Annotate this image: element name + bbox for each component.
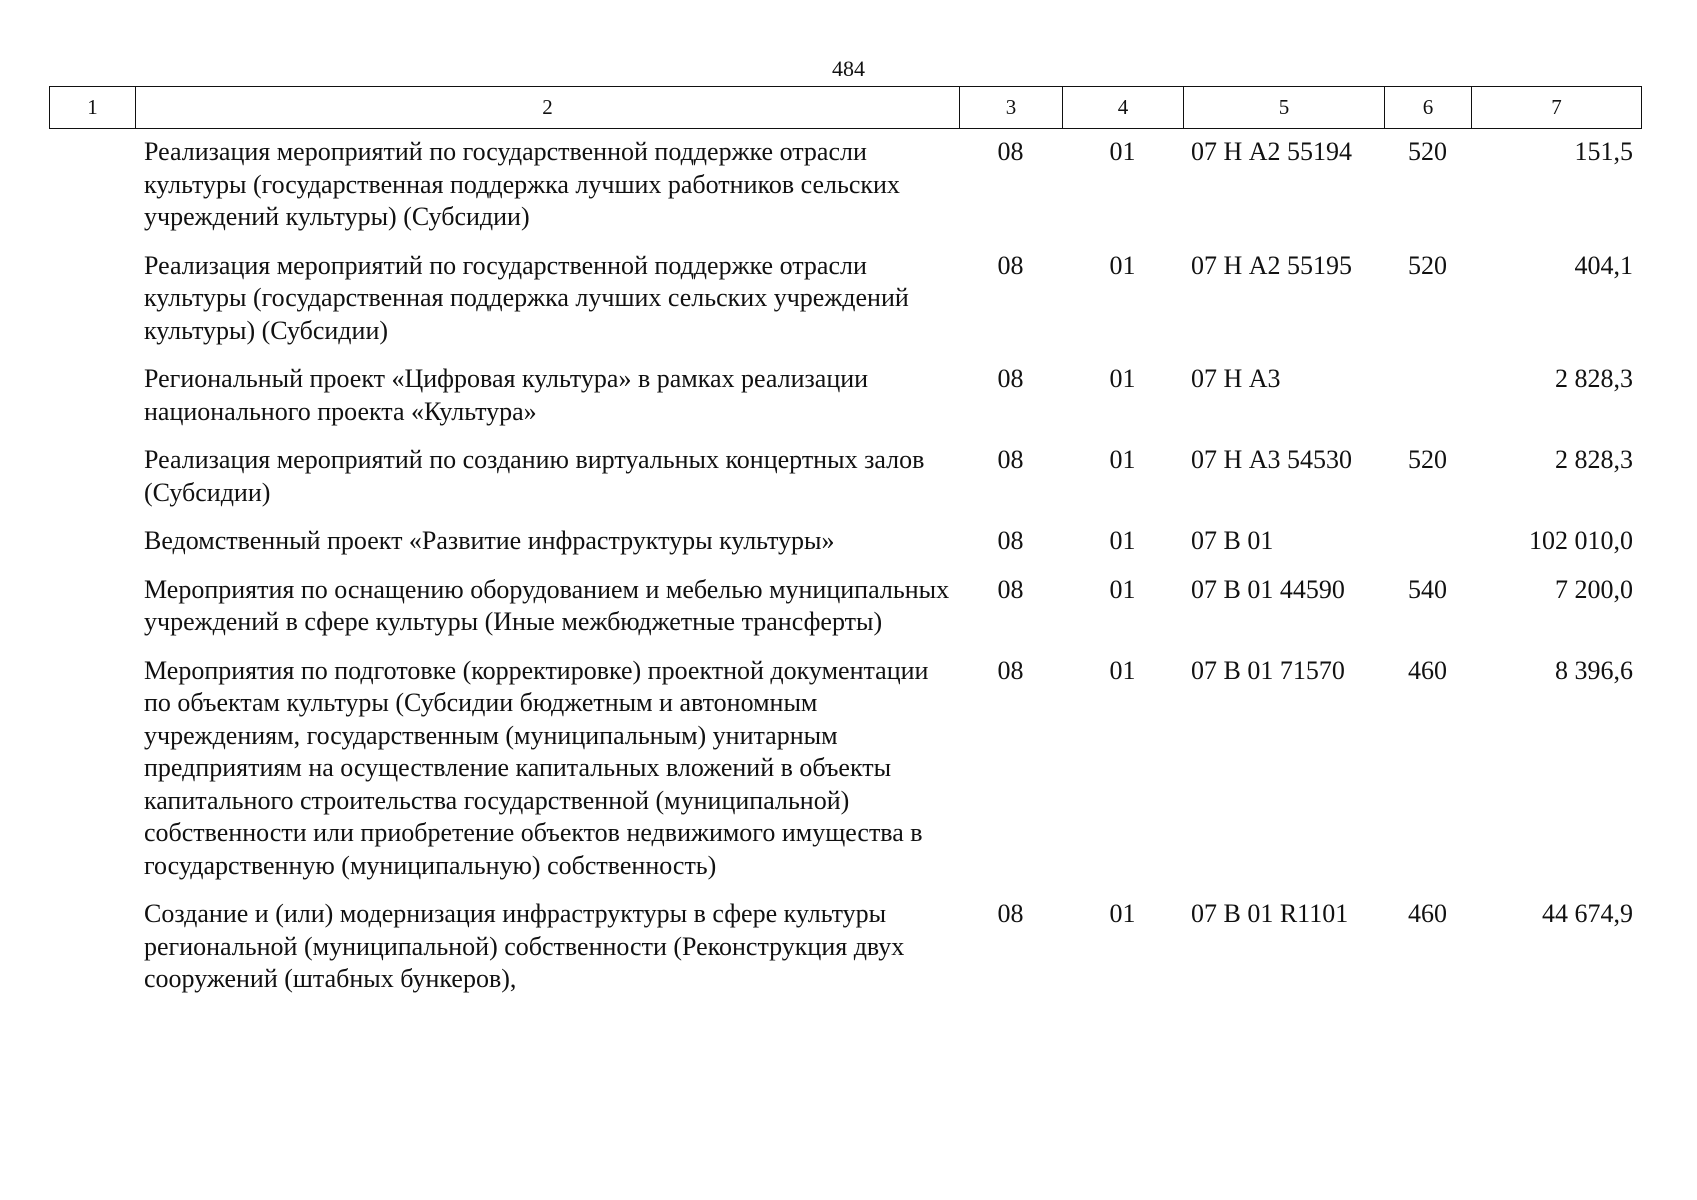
row-subsection: 01 (1109, 526, 1136, 555)
row-name: Реализация мероприятий по государственной поддержке отрасли культуры (государственная поддержка лучших работников сельских учреждений культуры) (Субсидии) (144, 137, 900, 231)
row-target-code: 07 Н А3 54530 (1191, 445, 1353, 474)
row-target-code: 07 Н А2 55195 (1191, 250, 1353, 280)
budget-table-body (49, 136, 1641, 996)
column-header-5: 5 (1184, 87, 1385, 129)
table-row (49, 444, 1641, 509)
column-header-3: 3 (960, 87, 1063, 129)
row-name: Мероприятия по подготовке (корректировке) проектной документации по объектам культуры (Субсидии бюджетным и автономным учреждениям, государственным (муниципальным) унитарным предприятиям на осуществление капитальных вложений в объекты капитального строительства государственной (муниципальной) собственности или приобретение объектов недвижимого имущества в государственную (муниципальную) собственность) (144, 655, 929, 880)
row-name: Реализация мероприятий по государственной поддержке отрасли культуры (государственная поддержка лучших сельских учреждений культуры) (Субсидии) (144, 250, 909, 345)
row-subsection: 01 (1109, 137, 1136, 166)
row-section: 08 (997, 445, 1024, 474)
row-target-code: 07 Н А3 (1191, 364, 1281, 393)
column-header-table (49, 86, 1642, 129)
table-row (49, 525, 1641, 558)
row-expense-type: 520 (1408, 250, 1447, 280)
table-row (49, 250, 1641, 348)
table-row (49, 574, 1641, 639)
row-subsection: 01 (1109, 655, 1136, 685)
row-name: Ведомственный проект «Развитие инфраструктуры культуры» (144, 526, 835, 555)
row-section: 08 (997, 899, 1024, 928)
row-amount: 404,1 (1574, 250, 1633, 280)
row-name: Мероприятия по оснащению оборудованием и мебелью муниципальных учреждений в сфере культуры (Иные межбюджетные трансферты) (144, 574, 950, 636)
row-section: 08 (997, 574, 1024, 604)
table-row (49, 898, 1641, 996)
row-section: 08 (997, 137, 1024, 166)
column-header-6: 6 (1385, 87, 1472, 129)
row-amount: 2 828,3 (1555, 364, 1633, 393)
row-subsection: 01 (1109, 574, 1136, 604)
column-header-4: 4 (1063, 87, 1184, 129)
row-subsection: 01 (1109, 899, 1136, 928)
row-section: 08 (997, 655, 1024, 685)
column-header-2: 2 (136, 87, 960, 129)
row-target-code: 07 Н А2 55194 (1191, 137, 1353, 166)
table-row (49, 363, 1641, 428)
row-name: Реализация мероприятий по созданию виртуальных концертных залов (Субсидии) (144, 445, 925, 507)
row-amount: 7 200,0 (1555, 574, 1633, 604)
row-target-code: 07 В 01 R1101 (1191, 899, 1349, 928)
row-expense-type: 520 (1408, 445, 1447, 474)
row-expense-type: 520 (1408, 137, 1447, 166)
column-header-7: 7 (1472, 87, 1642, 129)
row-target-code: 07 В 01 (1191, 526, 1274, 555)
row-amount: 151,5 (1574, 137, 1633, 166)
row-expense-type: 460 (1408, 655, 1447, 685)
table-row (49, 655, 1641, 883)
row-amount: 2 828,3 (1555, 445, 1633, 474)
row-section: 08 (997, 364, 1024, 393)
table-row (49, 136, 1641, 234)
page-number: 484 (832, 56, 865, 81)
row-section: 08 (997, 526, 1024, 555)
row-target-code: 07 В 01 71570 (1191, 655, 1345, 685)
row-expense-type: 540 (1408, 574, 1447, 604)
row-subsection: 01 (1109, 250, 1136, 280)
row-name: Создание и (или) модернизация инфраструктуры в сфере культуры региональной (муниципальной) собственности (Реконструкция двух сооружений (штабных бункеров), (144, 899, 905, 993)
row-name: Региональный проект «Цифровая культура» в рамках реализации национального проекта «Культура» (144, 364, 869, 426)
row-expense-type: 460 (1408, 899, 1447, 928)
column-header-row (50, 87, 1642, 129)
row-amount: 102 010,0 (1529, 526, 1633, 555)
row-target-code: 07 В 01 44590 (1191, 574, 1345, 604)
row-subsection: 01 (1109, 445, 1136, 474)
row-amount: 44 674,9 (1542, 899, 1633, 928)
column-header-1: 1 (50, 87, 136, 129)
row-amount: 8 396,6 (1555, 655, 1633, 685)
row-subsection: 01 (1109, 364, 1136, 393)
row-section: 08 (997, 250, 1024, 280)
